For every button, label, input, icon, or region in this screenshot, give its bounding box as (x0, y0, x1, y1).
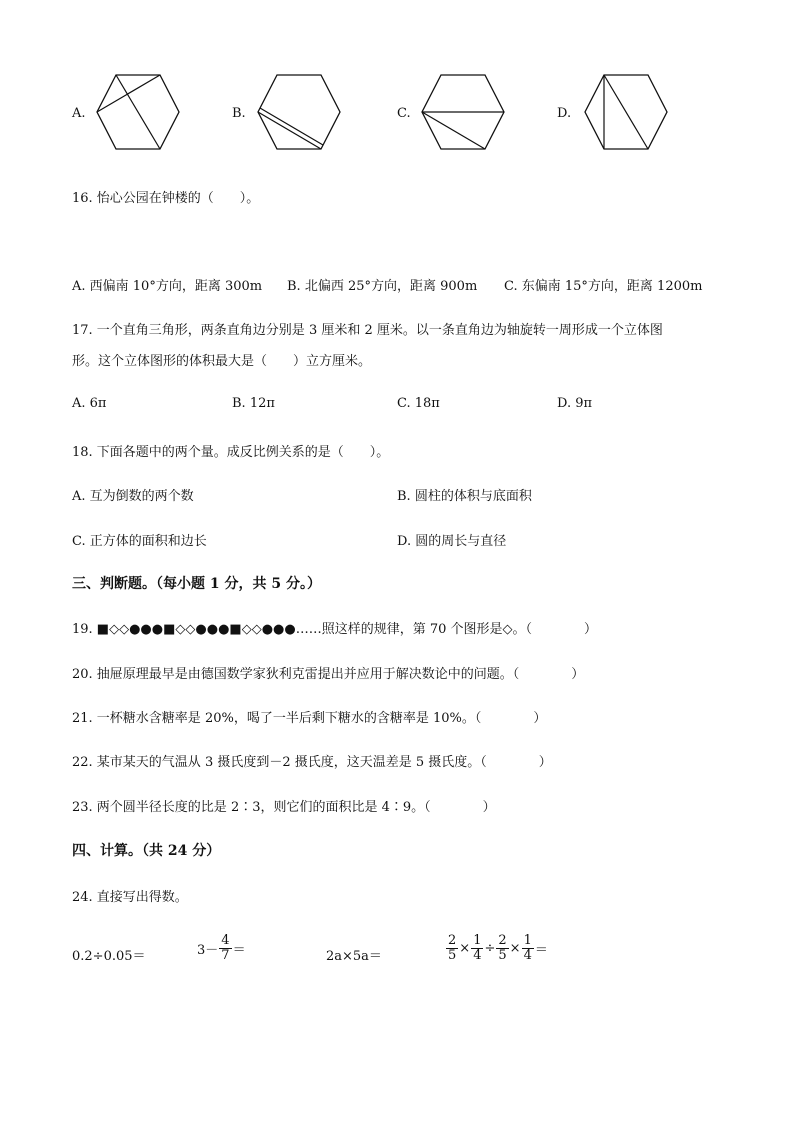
q24-calc-3: 2a×5a＝ (326, 949, 382, 964)
q18-option-c: C. 正方体的面积和边长 (72, 534, 207, 549)
q21: 21. 一杯糖水含糖率是 20%，喝了一半后剩下糖水的含糖率是 10%。（ ） (72, 711, 547, 726)
q18-stem: 18. 下面各题中的两个量。成反比例关系的是（ ）。 (72, 445, 390, 460)
q16-option-a: A. 西偏南 10°方向，距离 300m (72, 279, 263, 294)
q24-calc-4-fraction-1 (446, 934, 458, 963)
q20: 20. 抽屉原理最早是由德国数学家狄利克雷提出并应用于解决数论中的问题。（ ） (72, 667, 585, 682)
q24-calc-1: 0.2÷0.05＝ (72, 949, 146, 964)
q24-calc-2-fraction (219, 934, 231, 963)
q16-stem: 16. 怡心公园在钟楼的（ ）。 (72, 191, 260, 206)
q24-calc-2-equals: ＝ (232, 943, 246, 958)
fraction-denominator: 7 (221, 948, 230, 963)
fraction-denominator: 5 (448, 948, 457, 963)
q24-calc-4-fraction-3 (496, 934, 508, 963)
q17-stem-line2: 形。这个立体图形的体积最大是（ ）立方厘米。 (72, 354, 372, 369)
q17-option-b: B. 12π (232, 396, 275, 411)
operator: × (509, 941, 521, 956)
q17-option-c: C. 18π (397, 396, 440, 411)
q17-option-a: A. 6π (72, 396, 107, 411)
q24-calc-4-fraction-4 (522, 934, 534, 963)
fraction-numerator: 2 (448, 933, 457, 948)
q24-stem: 24. 直接写出得数。 (72, 890, 188, 905)
operator: × (459, 941, 471, 956)
fraction-denominator: 5 (498, 948, 507, 963)
fraction-numerator: 1 (523, 933, 532, 948)
q23: 23. 两个圆半径长度的比是 2∶3，则它们的面积比是 4∶9。（ ） (72, 800, 496, 815)
q15-option-b-label: B. (232, 106, 246, 121)
section-4-title: 四、计算。（共 24 分） (72, 843, 221, 859)
q24-calc-4-fraction-2 (471, 934, 483, 963)
q16-option-b: B. 北偏西 25°方向，距离 900m (287, 279, 478, 294)
q17-option-d: D. 9π (557, 396, 593, 411)
q15-option-c-label: C. (397, 106, 411, 121)
q19: 19. ■◇◇●●●■◇◇●●●■◇◇●●●……照这样的规律，第 70 个图形是◇。（ ） (72, 622, 598, 637)
q18-option-d: D. 圆的周长与直径 (397, 534, 507, 549)
q18-option-a: A. 互为倒数的两个数 (72, 489, 194, 504)
q15-option-c-hexagon (420, 73, 506, 151)
q16-option-c: C. 东偏南 15°方向，距离 1200m (504, 279, 703, 294)
section-3-title: 三、判断题。（每小题 1 分，共 5 分。） (72, 576, 321, 592)
q15-option-a-hexagon (95, 73, 181, 151)
q15-option-b-hexagon (256, 73, 342, 151)
operator: ÷ (484, 941, 496, 956)
q17-stem-line1: 17. 一个直角三角形，两条直角边分别是 3 厘米和 2 厘米。以一条直角边为轴旋转一周形成一个立体图 (72, 323, 663, 338)
q24-calc-2-pre: 3－ (197, 943, 219, 958)
fraction-numerator: 1 (473, 933, 482, 948)
fraction-numerator: 4 (221, 933, 230, 948)
fraction-denominator: 4 (473, 948, 482, 963)
q15-option-d-hexagon (583, 73, 669, 151)
fraction-numerator: 2 (498, 933, 507, 948)
q15-option-d-label: D. (557, 106, 572, 121)
q24-calc-2 (197, 934, 246, 963)
fraction-denominator: 4 (523, 948, 532, 963)
q18-option-b: B. 圆柱的体积与底面积 (397, 489, 532, 504)
q24-calc-4-equals: ＝ (534, 943, 548, 958)
q24-calc-4 (445, 934, 548, 963)
q15-option-a-label: A. (72, 106, 86, 121)
q22: 22. 某市某天的气温从 3 摄氏度到－2 摄氏度，这天温差是 5 摄氏度。（ ） (72, 755, 552, 770)
